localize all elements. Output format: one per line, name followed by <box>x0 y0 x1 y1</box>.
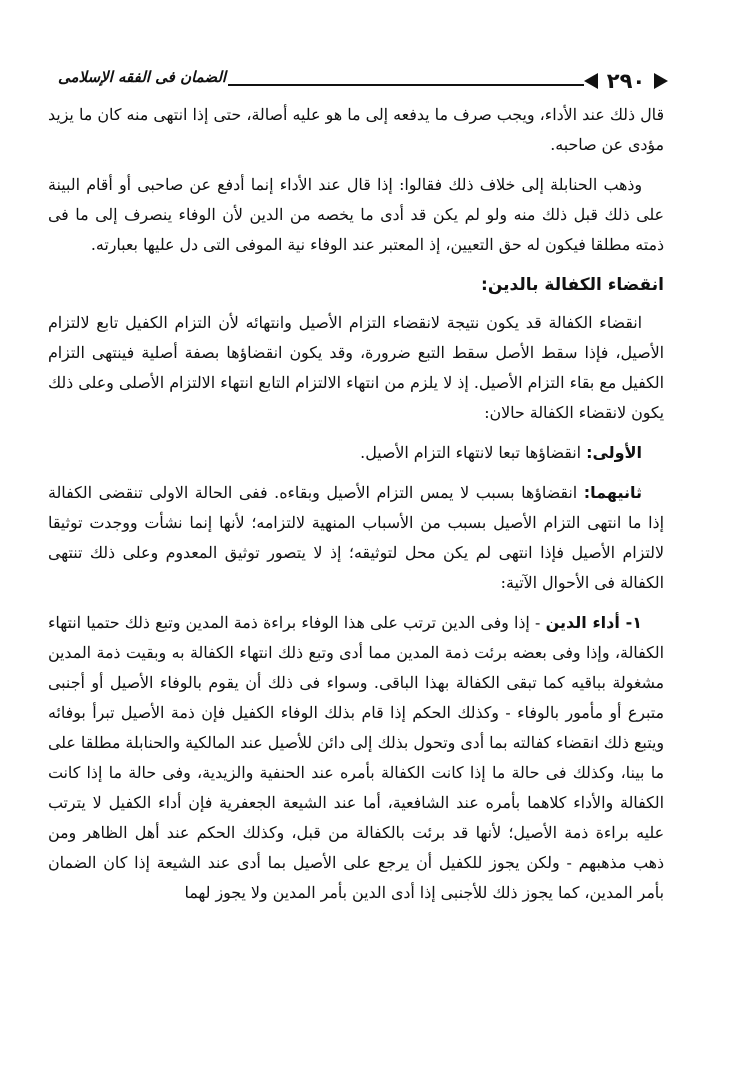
page-header <box>50 64 656 92</box>
paragraph-4 <box>48 438 664 468</box>
page-number-badge <box>584 68 668 94</box>
paragraph-5 <box>48 478 664 598</box>
page-number: ٢٩٠ <box>606 69 646 93</box>
section-heading: انقضاء الكفالة بالدين: <box>481 275 664 295</box>
paragraph-6 <box>48 608 664 908</box>
left-arrow-ornament-icon <box>584 73 598 89</box>
page-body <box>48 100 664 918</box>
paragraph-1: قال ذلك عند الأداء، ويجب صرف ما يدفعه إلى ما هو عليه أصالة، حتى إذا انتهى منه كان ما يزيد مؤدى عن صاحبه. <box>48 105 664 154</box>
paragraph-5-text: انقضاؤها بسبب لا يمس التزام الأصيل وبقاءه. ففى الحالة الاولى تنقضى الكفالة إذا ما انتهى التزام الأصيل بسبب من الأسباب المنهية لالتزامه؛ لأنها إنما نشأت ووجدت توثيقا لالتزام الأصيل فإذا انتهى لم يكن محل لتوثيقه؛ إذ لا يتصور توثيق المعدوم وعلى ذلك تنتهى الكفالة فى الأحوال الآتية: <box>48 483 664 592</box>
paragraph-5-lead: ثانيهما: <box>583 483 642 502</box>
paragraph-6-text: - إذا وفى الدين ترتب على هذا الوفاء براءة ذمة المدين وتبع ذلك حتميا انتهاء الكفالة، وإذا وفى بعضه برئت ذمة المدين مما أدى وتبع ذلك انتهاء الكفالة به وبقيت ذمة المدين مشغولة بباقيه كما تبقى الكفالة بهذا الباقى. وسواء فى ذلك أن يقوم بالوفاء الأصيل أو أجنبى متبرع أو مأمور بالوفاء - وكذلك الحكم إذا قام بذلك الوفاء الكفيل فإن ذمة الأصيل تبرأ بوفائه ويتبع ذلك انقضاء كفالته بما أدى وتحول بذلك إلى دائن للأصيل عند المالكية والحنابلة مطلقا على ما بينا، وكذلك فى حالة ما إذا كانت الكفالة بأمره عند الحنفية والزيدية، وفى حالة ما إذا كانت الكفالة والأداء كلاهما بأمره عند الشافعية، أما عند الشيعة الجعفرية فإن أداء الكفيل لا يترتب عليه براءة ذمة الأصيل؛ لأنها قد برئت بالكفالة من قبل، وكذلك الحكم عند أهل الظاهر ومن ذهب مذهبهم - ولكن يجوز للكفيل أن يرجع على الأصيل بما أدى عند الشيعة إذا كان الضمان بأمر المدين، كما يجوز ذلك للأجنبى إذا أدى الدين بأمر المدين ولا يجوز لهما <box>48 613 664 902</box>
paragraph-3: انقضاء الكفالة قد يكون نتيجة لانقضاء التزام الأصيل وانتهائه لأن التزام الكفيل تابع لالتزام الأصيل، فإذا سقط الأصل سقط التبع ضرورة، وقد يكون انقضاؤها بصفة أصلية فينتهى التزام الكفيل مع بقاء التزام الأصيل. إذ لا يلزم من انتهاء الالتزام التابع انتهاء الالتزام الأصلى وعلى ذلك يكون لانقضاء الكفالة حالان: <box>48 313 664 422</box>
paragraph-2: وذهب الحنابلة إلى خلاف ذلك فقالوا: إذا قال عند الأداء إنما أدفع عن صاحبى أو أقام البينة على ذلك قبل ذلك منه ولو لم يكن قد أدى ما يخصه من الدين لأن الوفاء ينصرف إلى ما فى ذمته مطلقا فيكون له حق التعيين، إذ المعتبر عند الوفاء نية الموفى التى دل عليها بعبارته. <box>48 175 664 254</box>
paragraph-4-text: انقضاؤها تبعا لانتهاء التزام الأصيل. <box>360 443 587 462</box>
running-title: الضمان فى الفقه الإسلامى <box>50 64 228 90</box>
paragraph-6-lead: ١- أداء الدين <box>545 613 643 632</box>
paragraph-4-lead: الأولى: <box>586 443 642 462</box>
right-arrow-ornament-icon <box>654 73 668 89</box>
